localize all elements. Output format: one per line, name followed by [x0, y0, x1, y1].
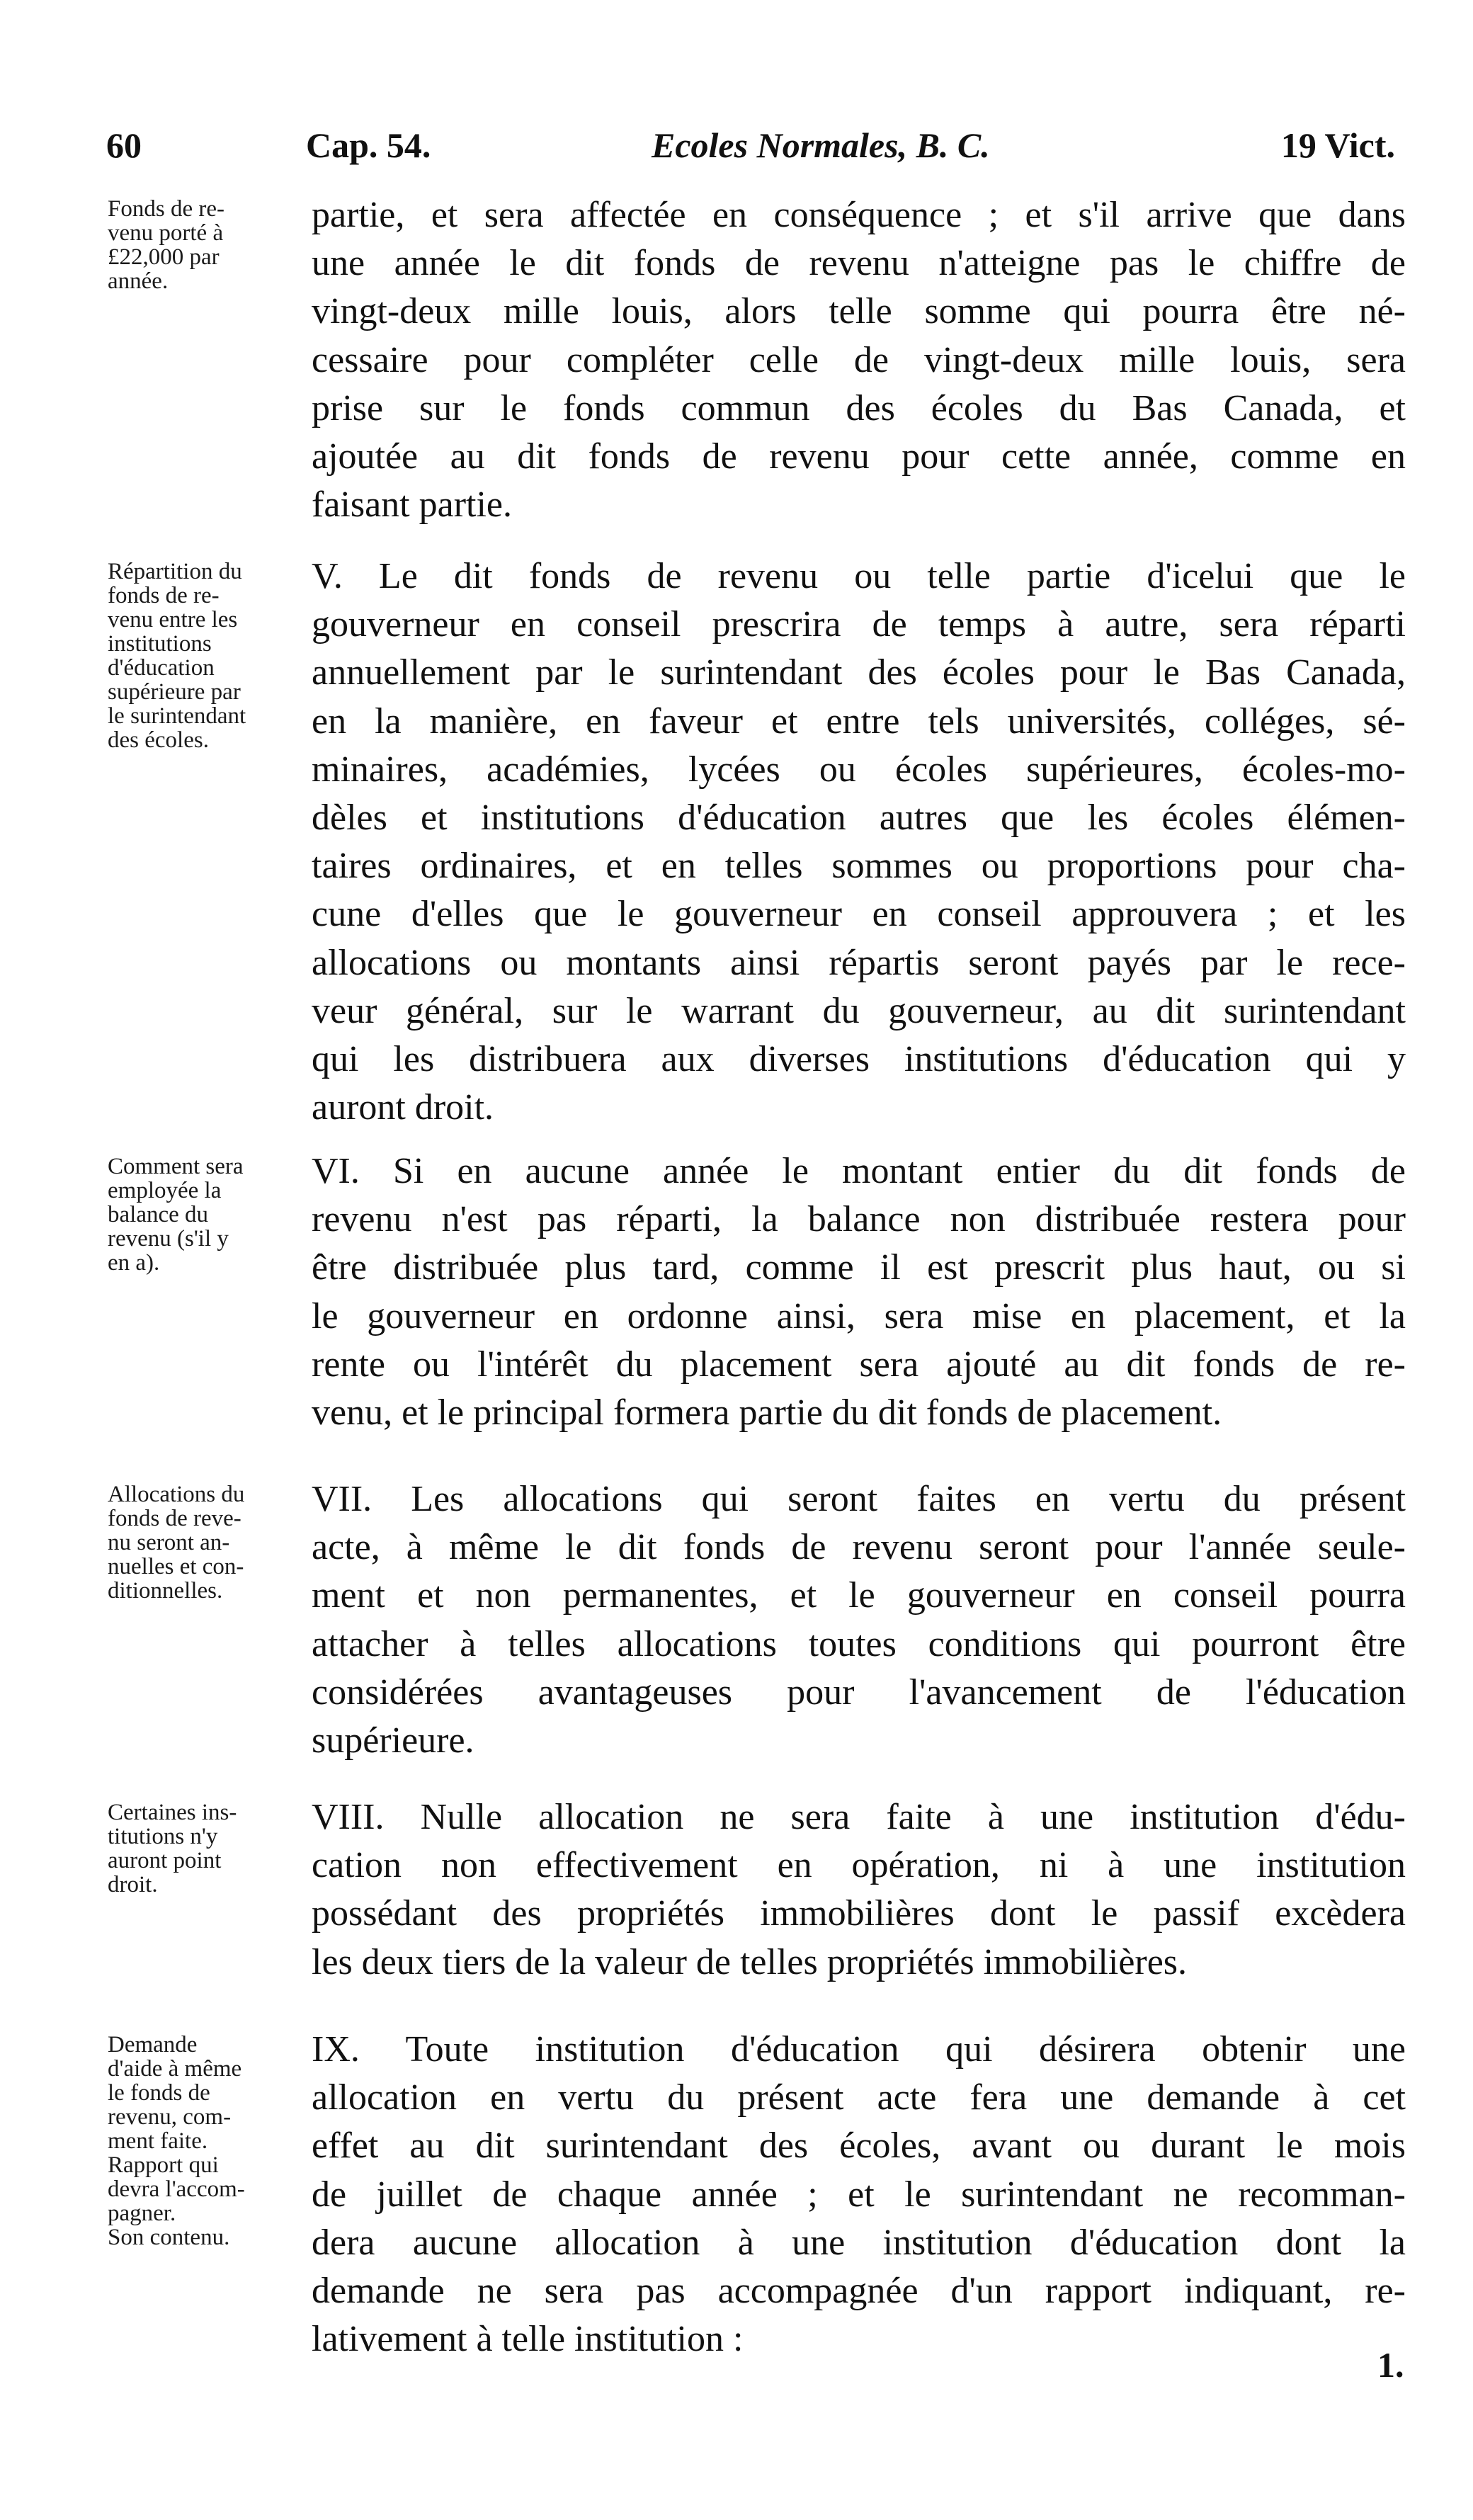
marginal-note — [108, 1482, 313, 1603]
section-text — [312, 1147, 1406, 1437]
marginal-note-line: le fonds de — [108, 2080, 210, 2106]
section-text — [312, 552, 1406, 1132]
marginal-note-line: auront point — [108, 1848, 222, 1873]
marginal-note — [108, 1154, 313, 1275]
text-line: dèles et institutions d'éducation autres que les écoles élémen- — [312, 798, 1406, 839]
section-text — [312, 2026, 1406, 2363]
marginal-note — [108, 560, 313, 752]
marginal-note-line: £22,000 par — [108, 244, 220, 270]
marginal-note-line: droit. — [108, 1872, 158, 1897]
text-line: demande ne sera pas accompagnée d'un rapport indiquant, re- — [312, 2271, 1406, 2312]
text-line: annuellement par le surintendant des écoles pour le Bas Canada, — [312, 652, 1406, 693]
text-line: faisant partie. — [312, 484, 512, 526]
marginal-note-line: Son contenu. — [108, 2225, 230, 2250]
text-line: V. Le dit fonds de revenu ou telle partie d'icelui que le — [312, 556, 1406, 596]
marginal-note-line: revenu (s'il y — [108, 1226, 229, 1252]
marginal-note-line: titutions n'y — [108, 1824, 218, 1849]
marginal-note-line: en a). — [108, 1250, 160, 1276]
text-line: auront droit. — [312, 1087, 494, 1128]
text-line: partie, et sera affectée en conséquence ; et s'il arrive que dans — [312, 195, 1406, 235]
marginal-note-line: venu entre les — [108, 607, 238, 632]
marginal-note-line: Fonds de re- — [108, 196, 224, 222]
text-line: allocation en vertu du présent acte fera une demande à cet — [312, 2077, 1406, 2118]
text-line: IX. Toute institution d'éducation qui désirera obtenir une — [312, 2029, 1406, 2070]
marginal-note-line: Demande — [108, 2032, 198, 2058]
text-line: VIII. Nulle allocation ne sera faite à une institution d'édu- — [312, 1797, 1406, 1837]
marginal-note-line: nu seront an- — [108, 1530, 230, 1555]
text-line: être distribuée plus tard, comme il est prescrit plus haut, ou si — [312, 1247, 1406, 1288]
section-text — [312, 1793, 1406, 1987]
text-line: prise sur le fonds commun des écoles du Bas Canada, et — [312, 387, 1406, 428]
marginal-note — [108, 197, 313, 293]
marginal-note-line: Répartition du — [108, 559, 242, 584]
marginal-note-line: balance du — [108, 1202, 209, 1227]
marginal-note-line: employée la — [108, 1178, 222, 1203]
marginal-note-line: ditionnelles. — [108, 1578, 223, 1604]
text-line: une année le dit fonds de revenu n'atteigne pas le chiffre de — [312, 243, 1406, 284]
text-line: lativement à telle institution : — [312, 2319, 744, 2360]
marginal-note-line: Certaines ins- — [108, 1800, 237, 1825]
marginal-note-line: des écoles. — [108, 727, 209, 753]
text-line: cation non effectivement en opération, ni à une institution — [312, 1845, 1406, 1886]
marginal-note-line: supérieure par — [108, 679, 241, 705]
marginal-note-line: fonds de re- — [108, 583, 220, 608]
text-line: vingt-deux mille louis, alors telle somme qui pourra être né- — [312, 291, 1406, 332]
marginal-note-line: d'aide à même — [108, 2056, 242, 2082]
running-title: Ecoles Normales, B. C. — [652, 125, 990, 165]
text-line: ment et non permanentes, et le gouverneur en conseil pourra — [312, 1575, 1406, 1616]
text-line: VII. Les allocations qui seront faites en vertu du présent — [312, 1479, 1406, 1519]
text-line: revenu n'est pas réparti, la balance non distribuée restera pour — [312, 1199, 1406, 1240]
text-line: ajoutée au dit fonds de revenu pour cette année, comme en — [312, 436, 1406, 477]
marginal-note-line: institutions — [108, 631, 212, 657]
text-line: gouverneur en conseil prescrira de temps à autre, sera réparti — [312, 604, 1406, 645]
marginal-note-line: ment faite. — [108, 2128, 208, 2154]
catchword: 1. — [1377, 2345, 1404, 2385]
text-line: venu, et le principal formera partie du dit fonds de placement. — [312, 1392, 1222, 1434]
text-line: considérées avantageuses pour l'avancement de l'éducation — [312, 1672, 1406, 1713]
text-line: qui les distribuera aux diverses institutions d'éducation qui y — [312, 1039, 1406, 1080]
text-line: minaires, académies, lycées ou écoles supérieures, écoles-mo- — [312, 749, 1406, 790]
marginal-note-line: pagner. — [108, 2201, 176, 2226]
marginal-note-line: d'éducation — [108, 655, 215, 681]
text-line: de juillet de chaque année ; et le surintendant ne recomman- — [312, 2174, 1406, 2215]
marginal-note — [108, 1800, 313, 1897]
marginal-note-line: année. — [108, 268, 169, 294]
marginal-note-line: le surintendant — [108, 703, 246, 729]
text-line: cessaire pour compléter celle de vingt-deux mille louis, sera — [312, 339, 1406, 380]
text-line: effet au dit surintendant des écoles, avant ou durant le mois — [312, 2125, 1406, 2167]
text-line: acte, à même le dit fonds de revenu seront pour l'année seule- — [312, 1527, 1406, 1568]
text-line: dera aucune allocation à une institution d'éducation dont la — [312, 2222, 1406, 2263]
section-text — [312, 1475, 1406, 1765]
text-line: cune d'elles que le gouverneur en conseil approuvera ; et les — [312, 894, 1406, 935]
running-header — [99, 117, 1395, 174]
chapter-label: Cap. 54. — [306, 125, 431, 165]
text-line: VI. Si en aucune année le montant entier du dit fonds de — [312, 1151, 1406, 1191]
text-line: allocations ou montants ainsi répartis seront payés par le rece- — [312, 942, 1406, 983]
text-line: veur général, sur le warrant du gouverneur, au dit surintendant — [312, 990, 1406, 1031]
marginal-note-line: fonds de reve- — [108, 1506, 241, 1531]
marginal-note — [108, 2033, 313, 2249]
marginal-note-line: Rapport qui — [108, 2152, 219, 2178]
marginal-note-line: devra l'accom- — [108, 2176, 245, 2202]
text-line: supérieure. — [312, 1720, 474, 1761]
marginal-note-line: revenu, com- — [108, 2104, 232, 2130]
text-line: le gouverneur en ordonne ainsi, sera mise en placement, et la — [312, 1295, 1406, 1336]
text-line: rente ou l'intérêt du placement sera ajouté au dit fonds de re- — [312, 1344, 1406, 1385]
regnal-year: 19 Vict. — [1280, 125, 1395, 165]
text-line: taires ordinaires, et en telles sommes ou proportions pour cha- — [312, 846, 1406, 887]
section-text — [312, 191, 1406, 529]
marginal-note-line: Allocations du — [108, 1482, 245, 1507]
text-line: en la manière, en faveur et entre tels universités, colléges, sé- — [312, 700, 1406, 742]
text-line: possédant des propriétés immobilières dont le passif excèdera — [312, 1893, 1406, 1934]
marginal-note-line: nuelles et con- — [108, 1554, 244, 1579]
marginal-note-line: venu porté à — [108, 220, 224, 246]
marginal-note-line: Comment sera — [108, 1154, 244, 1179]
text-line: attacher à telles allocations toutes conditions qui pourront être — [312, 1623, 1406, 1664]
text-line: les deux tiers de la valeur de telles propriétés immobilières. — [312, 1941, 1188, 1982]
page-number: 60 — [106, 125, 142, 165]
